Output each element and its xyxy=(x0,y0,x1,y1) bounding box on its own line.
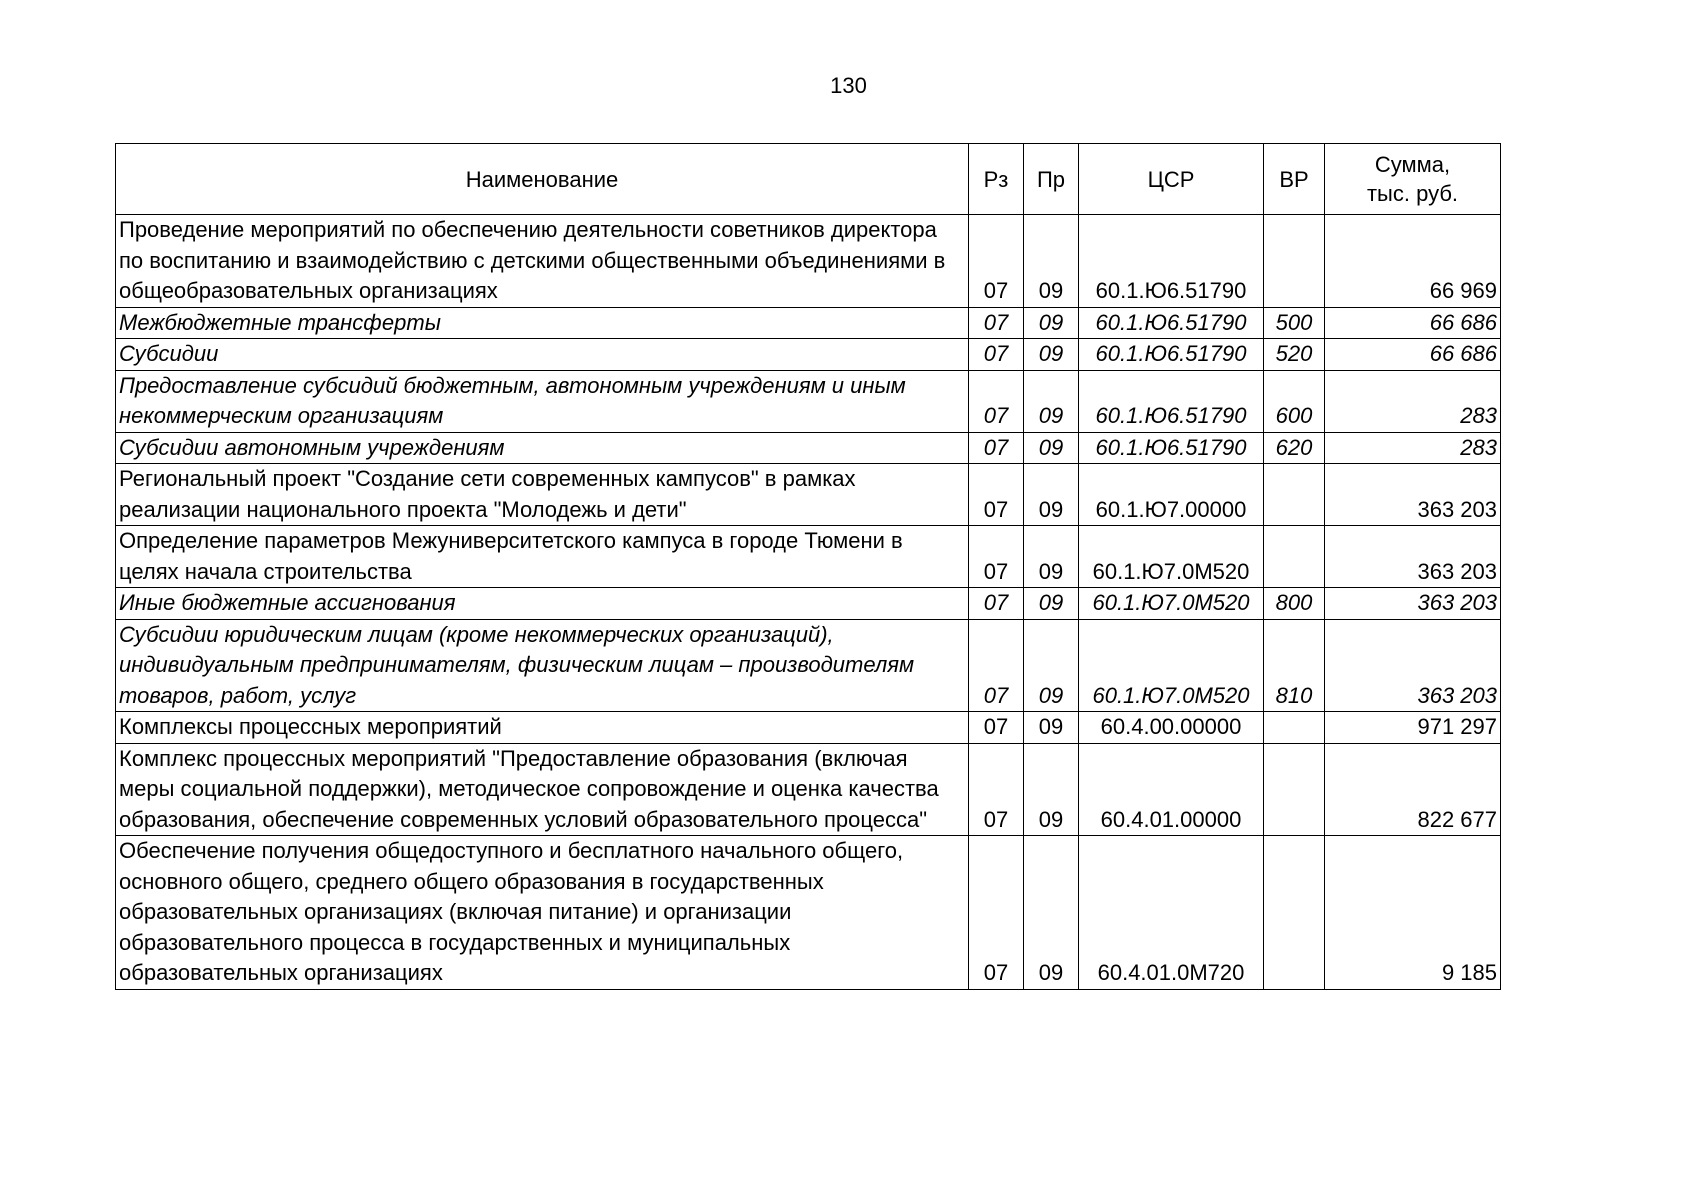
row-csr-cell: 60.1.Ю7.0М520 xyxy=(1079,588,1264,620)
row-rz-cell: 07 xyxy=(969,526,1024,588)
row-csr-cell: 60.4.01.0М720 xyxy=(1079,836,1264,990)
row-name-cell: Субсидии автономным учреждениям xyxy=(116,432,969,464)
row-rz-cell: 07 xyxy=(969,588,1024,620)
row-csr-cell: 60.1.Ю6.51790 xyxy=(1079,370,1264,432)
row-sum-cell: 363 203 xyxy=(1325,526,1501,588)
row-csr-cell: 60.1.Ю7.0М520 xyxy=(1079,526,1264,588)
table-row xyxy=(116,370,1501,432)
table-row xyxy=(116,712,1501,744)
row-sum-cell: 363 203 xyxy=(1325,588,1501,620)
row-name-cell: Определение параметров Межуниверситетского кампуса в городе Тюмени в целях начала строительства xyxy=(116,526,969,588)
row-rz-cell: 07 xyxy=(969,307,1024,339)
table-row xyxy=(116,432,1501,464)
row-rz-cell: 07 xyxy=(969,432,1024,464)
row-pr-cell: 09 xyxy=(1024,588,1079,620)
header-rz: Рз xyxy=(969,144,1024,215)
header-sum: Сумма, тыс. руб. xyxy=(1325,144,1501,215)
row-csr-cell: 60.1.Ю6.51790 xyxy=(1079,215,1264,308)
table-header-row xyxy=(116,144,1501,215)
row-csr-cell: 60.1.Ю6.51790 xyxy=(1079,432,1264,464)
row-name-cell: Предоставление субсидий бюджетным, автономным учреждениям и иным некоммерческим организациям xyxy=(116,370,969,432)
row-pr-cell: 09 xyxy=(1024,307,1079,339)
table-row xyxy=(116,588,1501,620)
row-rz-cell: 07 xyxy=(969,619,1024,712)
row-vr-cell xyxy=(1264,464,1325,526)
row-pr-cell: 09 xyxy=(1024,836,1079,990)
row-sum-cell: 363 203 xyxy=(1325,619,1501,712)
row-pr-cell: 09 xyxy=(1024,370,1079,432)
row-vr-cell xyxy=(1264,836,1325,990)
row-name-cell: Межбюджетные трансферты xyxy=(116,307,969,339)
row-pr-cell: 09 xyxy=(1024,339,1079,371)
row-csr-cell: 60.1.Ю7.0М520 xyxy=(1079,619,1264,712)
row-sum-cell: 66 969 xyxy=(1325,215,1501,308)
header-name: Наименование xyxy=(116,144,969,215)
row-pr-cell: 09 xyxy=(1024,464,1079,526)
row-sum-cell: 971 297 xyxy=(1325,712,1501,744)
row-vr-cell xyxy=(1264,526,1325,588)
row-pr-cell: 09 xyxy=(1024,743,1079,836)
row-sum-cell: 283 xyxy=(1325,370,1501,432)
table-row xyxy=(116,307,1501,339)
row-csr-cell: 60.1.Ю7.00000 xyxy=(1079,464,1264,526)
row-vr-cell: 800 xyxy=(1264,588,1325,620)
row-csr-cell: 60.1.Ю6.51790 xyxy=(1079,307,1264,339)
row-pr-cell: 09 xyxy=(1024,712,1079,744)
row-vr-cell: 810 xyxy=(1264,619,1325,712)
row-sum-cell: 283 xyxy=(1325,432,1501,464)
row-name-cell: Комплекс процессных мероприятий "Предоставление образования (включая меры социальной поддержки), методическое сопровождение и оценка качества образования, обеспечение современных условий образовательного процесса" xyxy=(116,743,969,836)
table-row xyxy=(116,339,1501,371)
table-row xyxy=(116,619,1501,712)
row-vr-cell xyxy=(1264,215,1325,308)
header-csr: ЦСР xyxy=(1079,144,1264,215)
row-vr-cell xyxy=(1264,743,1325,836)
row-name-cell: Региональный проект "Создание сети современных кампусов" в рамках реализации национального проекта "Молодежь и дети" xyxy=(116,464,969,526)
row-sum-cell: 822 677 xyxy=(1325,743,1501,836)
row-vr-cell: 620 xyxy=(1264,432,1325,464)
table-row xyxy=(116,215,1501,308)
row-vr-cell xyxy=(1264,712,1325,744)
row-rz-cell: 07 xyxy=(969,464,1024,526)
table-row xyxy=(116,464,1501,526)
header-pr: Пр xyxy=(1024,144,1079,215)
row-name-cell: Проведение мероприятий по обеспечению деятельности советников директора по воспитанию и взаимодействию с детскими общественными объединениями в общеобразовательных организациях xyxy=(116,215,969,308)
row-vr-cell: 600 xyxy=(1264,370,1325,432)
row-rz-cell: 07 xyxy=(969,712,1024,744)
row-pr-cell: 09 xyxy=(1024,432,1079,464)
row-pr-cell: 09 xyxy=(1024,619,1079,712)
row-name-cell: Субсидии xyxy=(116,339,969,371)
row-csr-cell: 60.1.Ю6.51790 xyxy=(1079,339,1264,371)
row-rz-cell: 07 xyxy=(969,370,1024,432)
budget-table xyxy=(115,143,1501,990)
row-pr-cell: 09 xyxy=(1024,526,1079,588)
header-vr: ВР xyxy=(1264,144,1325,215)
table-row xyxy=(116,743,1501,836)
table-row xyxy=(116,836,1501,990)
row-vr-cell: 500 xyxy=(1264,307,1325,339)
table-row xyxy=(116,526,1501,588)
page-number: 130 xyxy=(830,73,867,98)
table-body xyxy=(116,215,1501,990)
row-rz-cell: 07 xyxy=(969,836,1024,990)
row-name-cell: Обеспечение получения общедоступного и бесплатного начального общего, основного общего, среднего общего образования в государственных образовательных организациях (включая питание) и организации образовательного процесса в государственных и муниципальных образовательных организациях xyxy=(116,836,969,990)
row-rz-cell: 07 xyxy=(969,215,1024,308)
row-sum-cell: 66 686 xyxy=(1325,307,1501,339)
row-vr-cell: 520 xyxy=(1264,339,1325,371)
row-sum-cell: 66 686 xyxy=(1325,339,1501,371)
row-csr-cell: 60.4.00.00000 xyxy=(1079,712,1264,744)
row-name-cell: Комплексы процессных мероприятий xyxy=(116,712,969,744)
row-name-cell: Иные бюджетные ассигнования xyxy=(116,588,969,620)
row-csr-cell: 60.4.01.00000 xyxy=(1079,743,1264,836)
row-pr-cell: 09 xyxy=(1024,215,1079,308)
row-name-cell: Субсидии юридическим лицам (кроме некоммерческих организаций), индивидуальным предпринимателям, физическим лицам – производителям товаров, работ, услуг xyxy=(116,619,969,712)
row-sum-cell: 9 185 xyxy=(1325,836,1501,990)
row-rz-cell: 07 xyxy=(969,743,1024,836)
row-rz-cell: 07 xyxy=(969,339,1024,371)
row-sum-cell: 363 203 xyxy=(1325,464,1501,526)
